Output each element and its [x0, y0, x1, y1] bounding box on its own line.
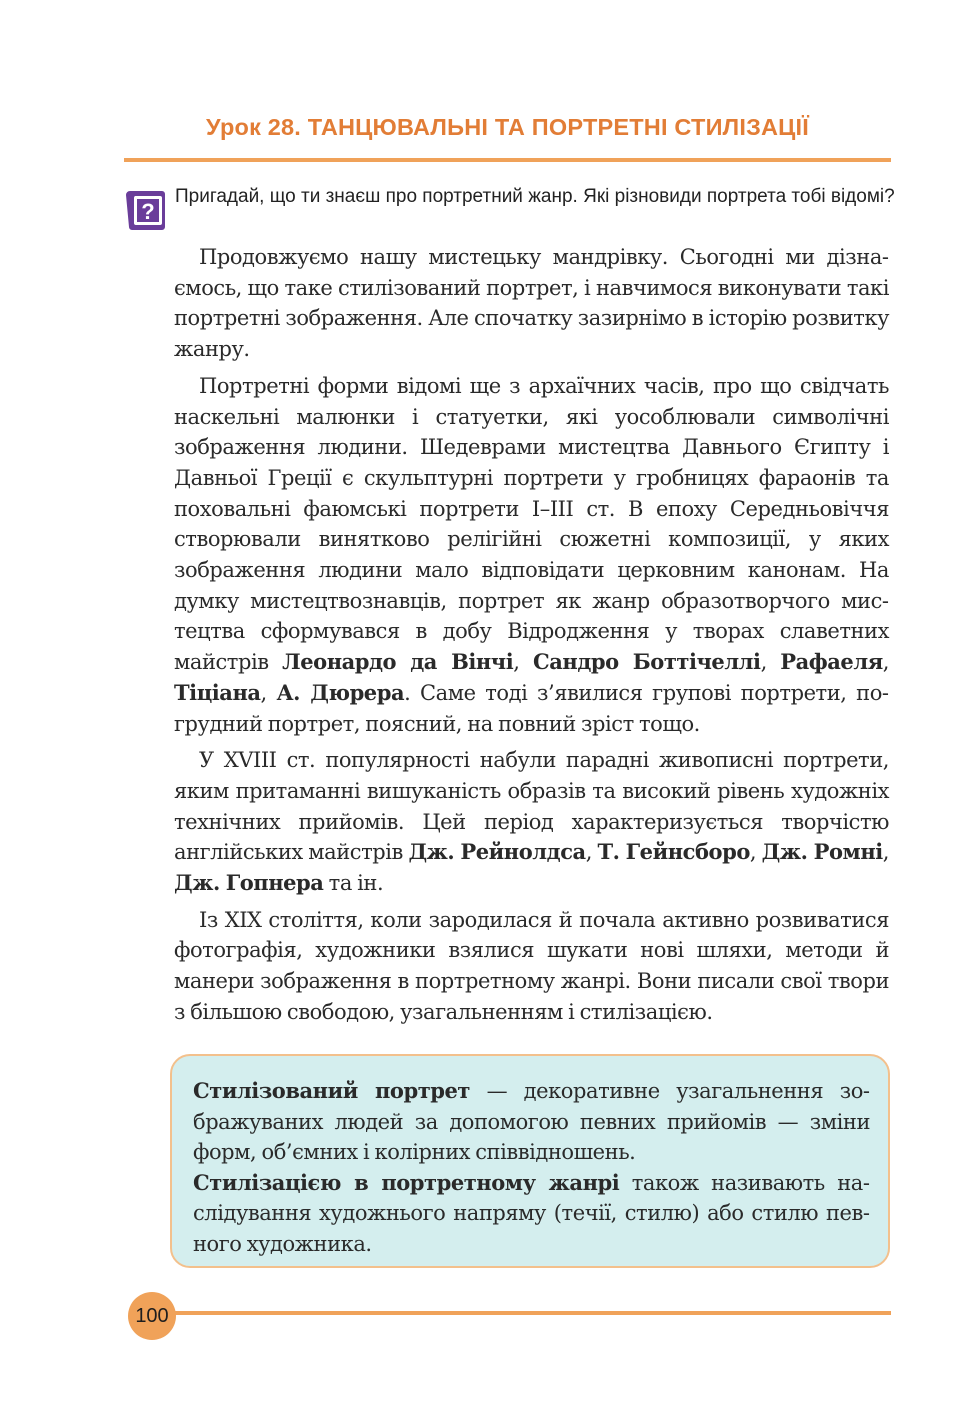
separator: , — [260, 680, 277, 705]
lesson-title: Урок 28. ТАНЦЮВАЛЬНІ ТА ПОРТРЕТНІ СТИЛІЗАЦІЇ — [206, 114, 809, 140]
paragraph-18th-century — [174, 745, 889, 899]
separator: , — [760, 650, 781, 675]
definition-box — [170, 1054, 890, 1268]
definition-text: також називають наслідування художнього напряму (течії, стилю) або стилю певного художника. — [193, 1170, 870, 1256]
paragraph-text: та ін. — [323, 871, 384, 896]
body-text — [174, 242, 889, 1034]
question-text: Пригадай, що ти знаєш про портретний жанр. Які різновиди портрета тобі відомі? — [175, 186, 895, 207]
paragraph-history — [174, 371, 889, 739]
separator: , — [882, 840, 890, 865]
definition-stylization — [193, 1168, 870, 1260]
artist-name: Дж. Рейнолдса — [408, 839, 586, 865]
definition-stylized-portrait — [193, 1076, 870, 1168]
paragraph-text: . Саме тоді з’явилися групові портрети, погрудний портрет, поясний, на повний зріст тощо. — [174, 680, 890, 736]
artist-name: Леонардо да Вінчі — [282, 649, 514, 675]
page-number — [128, 1292, 176, 1340]
artist-name: Тіціана — [174, 679, 261, 705]
separator: , — [513, 650, 533, 675]
definition-text: — декоративне узагальнення зображуваних людей за допомогою певних прийомів — зміни форм, об’ємних і колірних співвідношень. — [193, 1079, 870, 1164]
artist-name: Сандро Боттічеллі — [532, 649, 761, 675]
page-number-label: 100 — [135, 1304, 169, 1327]
definition-term: Стилізований портрет — [193, 1078, 470, 1103]
artist-name: А. Дюрера — [276, 679, 405, 705]
question-mark-icon — [124, 189, 166, 231]
paragraph-text: У XVIII ст. популярності набули парадні живописні портрети, яким притаманні вишуканість образів та високий рівень художніх технічних прийомів. Цей період характеризується творчістю англійських майстрів — [174, 748, 889, 865]
separator: , — [585, 840, 598, 865]
separator: , — [882, 650, 889, 675]
artist-name: Дж. Ромні — [761, 839, 883, 865]
artist-name: Т. Гейнсборо — [597, 839, 750, 865]
title-divider — [124, 158, 891, 162]
artist-name: Дж. Гопнера — [174, 870, 324, 896]
paragraph-intro: Продовжуємо нашу мистецьку мандрівку. Сьогодні ми дізнаємось, що таке стилізований портрет, і навчимося виконувати такі портретні зображення. Але спочатку зазирнімо в історію розвитку жанру. — [174, 245, 889, 362]
paragraph-19th-century: Із XIX століття, коли зародилася й почала активно розвиватися фотографія, художники взялися шукати нові шляхи, методи й манери зображення в портретному жанрі. Вони писали свої твори з більшою свободою, узагальненням і стилізацією. — [174, 907, 889, 1024]
svg-text:?: ? — [141, 199, 155, 224]
separator: , — [749, 840, 762, 865]
footer-divider — [160, 1311, 891, 1315]
paragraph-text: Портретні форми відомі ще з архаїчних часів, про що свідчать наскельні малюнки і статуетки, які уособлювали символічні зображення людини. Шедеврами мистецтва Давнього Єгипту і Давньої Греції є скульптурні портрети у гробницях фараонів та поховальні фаюмські портрети І–ІІІ ст. В епоху Середньовіччя створювали винятково релігійні сюжетні композиції, у яких зображення людини мало відповідати церковним канонам. На думку мистецтвознавців, портрет як жанр образотворчого мистецтва сформувався в добу Відродження у творах славетних майстрів — [174, 373, 889, 675]
definition-term: Стилізацією в портретному жанрі — [193, 1169, 620, 1195]
artist-name: Рафаеля — [780, 649, 883, 675]
